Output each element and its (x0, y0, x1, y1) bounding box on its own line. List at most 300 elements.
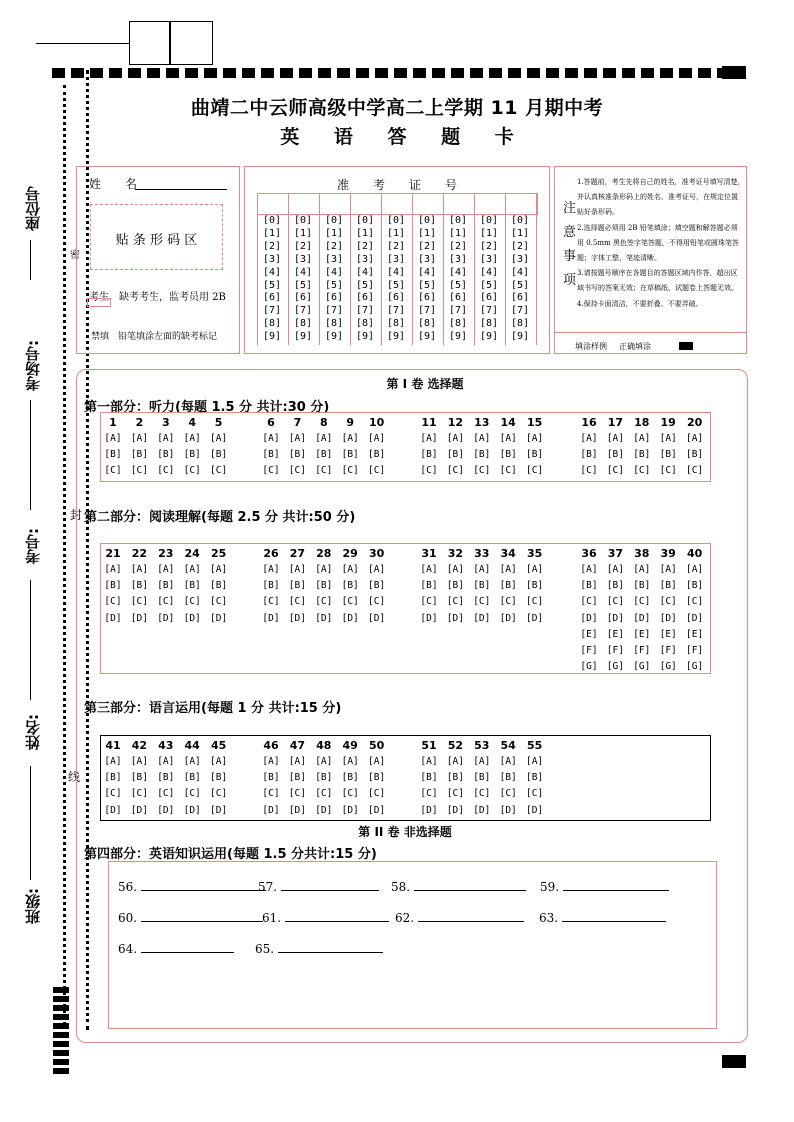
answer-bubble[interactable]: [D] (315, 804, 333, 816)
fill-answer-line[interactable] (414, 878, 526, 891)
id-digit-bubble[interactable]: [2] (324, 240, 344, 252)
answer-bubble[interactable]: [A] (183, 564, 201, 575)
answer-bubble[interactable]: [B] (183, 449, 201, 461)
id-digit-bubble[interactable]: [2] (262, 240, 282, 252)
answer-bubble[interactable]: [B] (606, 580, 624, 592)
answer-bubble[interactable]: [B] (420, 580, 438, 592)
id-digit-bubble[interactable]: [4] (262, 266, 282, 278)
answer-bubble[interactable]: [A] (420, 564, 438, 575)
answer-bubble[interactable]: [A] (473, 756, 491, 767)
id-digit-bubble[interactable]: [5] (324, 279, 344, 291)
id-digit-bubble[interactable]: [7] (386, 305, 406, 317)
answer-bubble[interactable]: [A] (473, 564, 491, 575)
answer-bubble[interactable]: [F] (659, 645, 677, 656)
answer-bubble[interactable]: [A] (183, 756, 201, 767)
answer-bubble[interactable]: [E] (633, 628, 651, 640)
id-digit-bubble[interactable]: [7] (479, 305, 499, 317)
id-digit-bubble[interactable]: [8] (355, 318, 375, 330)
answer-bubble[interactable]: [B] (499, 580, 517, 592)
answer-bubble[interactable]: [A] (446, 756, 464, 767)
answer-bubble[interactable]: [B] (473, 772, 491, 784)
answer-bubble[interactable]: [D] (368, 804, 386, 816)
answer-bubble[interactable]: [B] (633, 580, 651, 592)
answer-bubble[interactable]: [A] (210, 756, 228, 767)
answer-bubble[interactable]: [C] (157, 465, 175, 477)
answer-bubble[interactable]: [D] (210, 612, 228, 624)
answer-bubble[interactable]: [B] (526, 449, 544, 461)
answer-bubble[interactable]: [D] (315, 612, 333, 624)
answer-bubble[interactable]: [C] (473, 788, 491, 800)
answer-bubble[interactable]: [C] (262, 788, 280, 800)
answer-bubble[interactable]: [D] (368, 612, 386, 624)
answer-bubble[interactable]: [G] (580, 661, 598, 673)
answer-bubble[interactable]: [A] (262, 756, 280, 767)
answer-bubble[interactable]: [B] (446, 772, 464, 784)
id-digit-bubble[interactable]: [6] (293, 292, 313, 304)
answer-bubble[interactable]: [B] (130, 449, 148, 461)
answer-bubble[interactable]: [A] (288, 756, 306, 767)
answer-bubble[interactable]: [D] (104, 612, 122, 624)
fill-answer-line[interactable] (141, 909, 263, 922)
answer-bubble[interactable]: [C] (526, 596, 544, 608)
answer-bubble[interactable]: [E] (659, 628, 677, 640)
answer-bubble[interactable]: [C] (633, 596, 651, 608)
answer-bubble[interactable]: [C] (659, 465, 677, 477)
answer-bubble[interactable]: [C] (130, 596, 148, 608)
id-digit-bubble[interactable]: [7] (324, 305, 344, 317)
answer-bubble[interactable]: [C] (262, 596, 280, 608)
answer-bubble[interactable]: [B] (659, 449, 677, 461)
id-digit-bubble[interactable]: [4] (324, 266, 344, 278)
answer-bubble[interactable]: [G] (606, 661, 624, 673)
answer-bubble[interactable]: [A] (580, 433, 598, 444)
answer-bubble[interactable]: [C] (104, 596, 122, 608)
answer-bubble[interactable]: [E] (580, 628, 598, 640)
id-digit-bubble[interactable]: [0] (262, 215, 282, 226)
answer-bubble[interactable]: [A] (315, 564, 333, 575)
id-digit-bubble[interactable]: [1] (510, 227, 530, 239)
answer-bubble[interactable]: [C] (130, 788, 148, 800)
answer-bubble[interactable]: [D] (473, 612, 491, 624)
id-digit-bubble[interactable]: [9] (479, 331, 499, 343)
answer-bubble[interactable]: [C] (686, 465, 704, 477)
answer-bubble[interactable]: [A] (420, 756, 438, 767)
answer-bubble[interactable]: [E] (606, 628, 624, 640)
id-digit-bubble[interactable]: [2] (510, 240, 530, 252)
answer-bubble[interactable]: [A] (262, 564, 280, 575)
answer-bubble[interactable]: [B] (606, 449, 624, 461)
id-digit-bubble[interactable]: [9] (262, 331, 282, 343)
answer-bubble[interactable]: [C] (606, 465, 624, 477)
answer-bubble[interactable]: [D] (262, 804, 280, 816)
id-digit-bubble[interactable]: [4] (448, 266, 468, 278)
answer-bubble[interactable]: [C] (499, 596, 517, 608)
answer-bubble[interactable]: [D] (446, 804, 464, 816)
id-digit-bubble[interactable]: [3] (355, 253, 375, 265)
answer-bubble[interactable]: [B] (420, 772, 438, 784)
id-digit-bubble[interactable]: [0] (293, 215, 313, 226)
answer-bubble[interactable]: [B] (420, 449, 438, 461)
answer-bubble[interactable]: [D] (183, 804, 201, 816)
id-digit-bubble[interactable]: [4] (293, 266, 313, 278)
answer-bubble[interactable]: [B] (686, 580, 704, 592)
fill-answer-line[interactable] (278, 940, 383, 953)
id-digit-bubble[interactable]: [1] (386, 227, 406, 239)
answer-bubble[interactable]: [B] (473, 449, 491, 461)
answer-bubble[interactable]: [C] (262, 465, 280, 477)
answer-bubble[interactable]: [B] (473, 580, 491, 592)
answer-bubble[interactable]: [C] (288, 465, 306, 477)
answer-bubble[interactable]: [C] (210, 788, 228, 800)
answer-bubble[interactable]: [C] (210, 465, 228, 477)
answer-bubble[interactable]: [B] (104, 772, 122, 784)
answer-bubble[interactable]: [A] (446, 433, 464, 444)
id-digit-bubble[interactable]: [5] (510, 279, 530, 291)
fill-answer-line[interactable] (141, 940, 234, 953)
id-digit-bubble[interactable]: [9] (355, 331, 375, 343)
answer-bubble[interactable]: [D] (420, 804, 438, 816)
answer-bubble[interactable]: [B] (368, 449, 386, 461)
id-digit-bubble[interactable]: [6] (417, 292, 437, 304)
answer-bubble[interactable]: [E] (686, 628, 704, 640)
answer-bubble[interactable]: [D] (473, 804, 491, 816)
answer-bubble[interactable]: [A] (157, 433, 175, 444)
answer-bubble[interactable]: [B] (446, 580, 464, 592)
id-digit-bubble[interactable]: [6] (355, 292, 375, 304)
answer-bubble[interactable]: [D] (341, 612, 359, 624)
answer-bubble[interactable]: [A] (606, 564, 624, 575)
id-digit-bubble[interactable]: [0] (386, 215, 406, 226)
answer-bubble[interactable]: [A] (633, 433, 651, 444)
id-digit-bubble[interactable]: [7] (510, 305, 530, 317)
answer-bubble[interactable]: [B] (157, 772, 175, 784)
id-digit-bubble[interactable]: [7] (448, 305, 468, 317)
answer-bubble[interactable]: [A] (368, 564, 386, 575)
answer-bubble[interactable]: [A] (526, 564, 544, 575)
answer-bubble[interactable]: [A] (499, 433, 517, 444)
answer-bubble[interactable]: [F] (686, 645, 704, 656)
answer-bubble[interactable]: [B] (526, 580, 544, 592)
answer-bubble[interactable]: [C] (580, 465, 598, 477)
id-digit-bubble[interactable]: [0] (448, 215, 468, 226)
answer-bubble[interactable]: [A] (130, 756, 148, 767)
answer-bubble[interactable]: [B] (659, 580, 677, 592)
answer-bubble[interactable]: [C] (526, 788, 544, 800)
answer-bubble[interactable]: [C] (157, 788, 175, 800)
answer-bubble[interactable]: [A] (341, 756, 359, 767)
answer-bubble[interactable]: [C] (183, 465, 201, 477)
id-digit-bubble[interactable]: [5] (386, 279, 406, 291)
id-digit-bubble[interactable]: [3] (262, 253, 282, 265)
id-digit-bubble[interactable]: [0] (417, 215, 437, 226)
answer-bubble[interactable]: [A] (210, 433, 228, 444)
id-digit-bubble[interactable]: [6] (479, 292, 499, 304)
fill-answer-line[interactable] (281, 878, 379, 891)
answer-bubble[interactable]: [A] (580, 564, 598, 575)
id-digit-bubble[interactable]: [8] (386, 318, 406, 330)
answer-bubble[interactable]: [B] (633, 449, 651, 461)
id-digit-bubble[interactable]: [4] (386, 266, 406, 278)
id-digit-bubble[interactable]: [0] (479, 215, 499, 226)
answer-bubble[interactable]: [D] (130, 804, 148, 816)
id-digit-bubble[interactable]: [7] (417, 305, 437, 317)
answer-bubble[interactable]: [D] (262, 612, 280, 624)
id-digit-bubble[interactable]: [2] (293, 240, 313, 252)
answer-bubble[interactable]: [B] (288, 449, 306, 461)
id-digit-bubble[interactable]: [1] (293, 227, 313, 239)
answer-bubble[interactable]: [C] (659, 596, 677, 608)
answer-bubble[interactable]: [C] (157, 596, 175, 608)
answer-bubble[interactable]: [C] (473, 465, 491, 477)
answer-bubble[interactable]: [B] (341, 449, 359, 461)
answer-bubble[interactable]: [A] (288, 564, 306, 575)
id-digit-bubble[interactable]: [9] (324, 331, 344, 343)
answer-bubble[interactable]: [C] (606, 596, 624, 608)
answer-bubble[interactable]: [A] (341, 433, 359, 444)
answer-bubble[interactable]: [C] (368, 788, 386, 800)
id-digit-bubble[interactable]: [4] (355, 266, 375, 278)
answer-bubble[interactable]: [D] (659, 612, 677, 624)
id-digit-bubble[interactable]: [8] (417, 318, 437, 330)
id-digit-bubble[interactable]: [0] (510, 215, 530, 226)
answer-bubble[interactable]: [A] (183, 433, 201, 444)
answer-bubble[interactable]: [B] (262, 580, 280, 592)
answer-bubble[interactable]: [A] (659, 433, 677, 444)
id-digit-bubble[interactable]: [2] (417, 240, 437, 252)
answer-bubble[interactable]: [A] (659, 564, 677, 575)
answer-bubble[interactable]: [C] (288, 596, 306, 608)
id-digit-bubble[interactable]: [2] (479, 240, 499, 252)
id-digit-bubble[interactable]: [2] (355, 240, 375, 252)
answer-bubble[interactable]: [A] (368, 433, 386, 444)
id-digit-bubble[interactable]: [7] (262, 305, 282, 317)
answer-bubble[interactable]: [B] (130, 772, 148, 784)
id-digit-bubble[interactable]: [5] (448, 279, 468, 291)
id-digit-bubble[interactable]: [1] (479, 227, 499, 239)
answer-bubble[interactable]: [D] (633, 612, 651, 624)
answer-bubble[interactable]: [B] (315, 772, 333, 784)
answer-bubble[interactable]: [B] (315, 449, 333, 461)
id-digit-bubble[interactable]: [9] (293, 331, 313, 343)
answer-bubble[interactable]: [B] (686, 449, 704, 461)
answer-bubble[interactable]: [D] (183, 612, 201, 624)
answer-bubble[interactable]: [G] (659, 661, 677, 673)
answer-bubble[interactable]: [C] (288, 788, 306, 800)
answer-bubble[interactable]: [D] (130, 612, 148, 624)
answer-bubble[interactable]: [A] (104, 433, 122, 444)
answer-bubble[interactable]: [C] (420, 465, 438, 477)
answer-bubble[interactable]: [C] (446, 788, 464, 800)
id-digit-bubble[interactable]: [3] (386, 253, 406, 265)
id-digit-bubble[interactable]: [6] (510, 292, 530, 304)
answer-bubble[interactable]: [B] (368, 580, 386, 592)
answer-bubble[interactable]: [A] (262, 433, 280, 444)
answer-bubble[interactable]: [D] (499, 804, 517, 816)
answer-bubble[interactable]: [C] (473, 596, 491, 608)
answer-bubble[interactable]: [A] (157, 564, 175, 575)
id-digit-bubble[interactable]: [4] (479, 266, 499, 278)
id-digit-bubble[interactable]: [3] (510, 253, 530, 265)
id-digit-bubble[interactable]: [1] (324, 227, 344, 239)
id-digit-bubble[interactable]: [6] (262, 292, 282, 304)
id-digit-bubble[interactable]: [1] (262, 227, 282, 239)
id-digit-bubble[interactable]: [7] (293, 305, 313, 317)
answer-bubble[interactable]: [F] (606, 645, 624, 656)
id-digit-bubble[interactable]: [3] (293, 253, 313, 265)
answer-bubble[interactable]: [D] (341, 804, 359, 816)
id-digit-bubble[interactable]: [9] (417, 331, 437, 343)
answer-bubble[interactable]: [B] (210, 580, 228, 592)
id-digit-bubble[interactable]: [2] (448, 240, 468, 252)
answer-bubble[interactable]: [A] (526, 756, 544, 767)
fill-answer-line[interactable] (418, 909, 524, 922)
answer-bubble[interactable]: [D] (526, 612, 544, 624)
id-digit-bubble[interactable]: [9] (386, 331, 406, 343)
answer-bubble[interactable]: [C] (341, 465, 359, 477)
answer-bubble[interactable]: [D] (157, 612, 175, 624)
answer-bubble[interactable]: [B] (341, 772, 359, 784)
id-digit-bubble[interactable]: [3] (479, 253, 499, 265)
answer-bubble[interactable]: [A] (104, 564, 122, 575)
answer-bubble[interactable]: [C] (499, 465, 517, 477)
answer-bubble[interactable]: [C] (446, 596, 464, 608)
answer-bubble[interactable]: [C] (368, 596, 386, 608)
answer-bubble[interactable]: [B] (368, 772, 386, 784)
answer-bubble[interactable]: [F] (580, 645, 598, 656)
id-digit-bubble[interactable]: [1] (417, 227, 437, 239)
id-digit-bubble[interactable]: [3] (417, 253, 437, 265)
answer-bubble[interactable]: [A] (104, 756, 122, 767)
answer-bubble[interactable]: [C] (686, 596, 704, 608)
id-digit-bubble[interactable]: [9] (510, 331, 530, 343)
answer-bubble[interactable]: [A] (288, 433, 306, 444)
answer-bubble[interactable]: [A] (606, 433, 624, 444)
id-digit-bubble[interactable]: [8] (479, 318, 499, 330)
answer-bubble[interactable]: [A] (499, 756, 517, 767)
answer-bubble[interactable]: [A] (341, 564, 359, 575)
answer-bubble[interactable]: [D] (446, 612, 464, 624)
fill-answer-line[interactable] (563, 878, 669, 891)
id-digit-bubble[interactable]: [4] (510, 266, 530, 278)
id-digit-bubble[interactable]: [7] (355, 305, 375, 317)
id-digit-bubble[interactable]: [5] (479, 279, 499, 291)
id-digit-bubble[interactable]: [3] (448, 253, 468, 265)
answer-bubble[interactable]: [C] (315, 788, 333, 800)
fill-answer-line[interactable] (562, 909, 666, 922)
answer-bubble[interactable]: [B] (288, 580, 306, 592)
absent-checkbox[interactable] (87, 298, 111, 307)
answer-bubble[interactable]: [C] (580, 596, 598, 608)
answer-bubble[interactable]: [B] (580, 580, 598, 592)
answer-bubble[interactable]: [B] (580, 449, 598, 461)
answer-bubble[interactable]: [A] (446, 564, 464, 575)
answer-bubble[interactable]: [A] (526, 433, 544, 444)
id-digit-bubble[interactable]: [8] (262, 318, 282, 330)
id-digit-bubble[interactable]: [3] (324, 253, 344, 265)
answer-bubble[interactable]: [D] (606, 612, 624, 624)
id-digit-bubble[interactable]: [8] (324, 318, 344, 330)
answer-bubble[interactable]: [A] (210, 564, 228, 575)
answer-bubble[interactable]: [A] (315, 756, 333, 767)
answer-bubble[interactable]: [A] (686, 433, 704, 444)
answer-bubble[interactable]: [B] (210, 449, 228, 461)
answer-bubble[interactable]: [B] (315, 580, 333, 592)
answer-bubble[interactable]: [A] (157, 756, 175, 767)
answer-bubble[interactable]: [C] (368, 465, 386, 477)
answer-bubble[interactable]: [B] (183, 772, 201, 784)
id-digit-bubble[interactable]: [5] (262, 279, 282, 291)
answer-bubble[interactable]: [A] (368, 756, 386, 767)
answer-bubble[interactable]: [A] (633, 564, 651, 575)
id-digit-bubble[interactable]: [0] (324, 215, 344, 226)
answer-bubble[interactable]: [C] (341, 596, 359, 608)
answer-bubble[interactable]: [B] (104, 449, 122, 461)
answer-bubble[interactable]: [C] (633, 465, 651, 477)
answer-bubble[interactable]: [B] (262, 772, 280, 784)
answer-bubble[interactable]: [D] (580, 612, 598, 624)
answer-bubble[interactable]: [B] (446, 449, 464, 461)
id-digit-bubble[interactable]: [8] (510, 318, 530, 330)
answer-bubble[interactable]: [B] (288, 772, 306, 784)
answer-bubble[interactable]: [A] (315, 433, 333, 444)
answer-bubble[interactable]: [C] (183, 596, 201, 608)
id-digit-bubble[interactable]: [4] (417, 266, 437, 278)
answer-bubble[interactable]: [B] (157, 449, 175, 461)
id-digit-bubble[interactable]: [8] (448, 318, 468, 330)
answer-bubble[interactable]: [B] (262, 449, 280, 461)
id-digit-bubble[interactable]: [6] (324, 292, 344, 304)
answer-bubble[interactable]: [D] (210, 804, 228, 816)
id-digit-bubble[interactable]: [5] (355, 279, 375, 291)
answer-bubble[interactable]: [B] (526, 772, 544, 784)
id-digit-bubble[interactable]: [8] (293, 318, 313, 330)
answer-bubble[interactable]: [C] (130, 465, 148, 477)
fill-answer-line[interactable] (141, 878, 266, 891)
answer-bubble[interactable]: [C] (420, 596, 438, 608)
answer-bubble[interactable]: [C] (210, 596, 228, 608)
answer-bubble[interactable]: [C] (446, 465, 464, 477)
id-digit-bubble[interactable]: [5] (293, 279, 313, 291)
answer-bubble[interactable]: [A] (473, 433, 491, 444)
answer-bubble[interactable]: [C] (104, 788, 122, 800)
answer-bubble[interactable]: [C] (104, 465, 122, 477)
answer-bubble[interactable]: [B] (104, 580, 122, 592)
answer-bubble[interactable]: [B] (499, 772, 517, 784)
answer-bubble[interactable]: [C] (183, 788, 201, 800)
answer-bubble[interactable]: [G] (633, 661, 651, 673)
answer-bubble[interactable]: [D] (288, 804, 306, 816)
answer-bubble[interactable]: [C] (341, 788, 359, 800)
answer-bubble[interactable]: [B] (499, 449, 517, 461)
answer-bubble[interactable]: [C] (420, 788, 438, 800)
answer-bubble[interactable]: [A] (130, 433, 148, 444)
answer-bubble[interactable]: [B] (341, 580, 359, 592)
answer-bubble[interactable]: [D] (526, 804, 544, 816)
fill-answer-line[interactable] (285, 909, 389, 922)
id-digit-bubble[interactable]: [0] (355, 215, 375, 226)
answer-bubble[interactable]: [A] (130, 564, 148, 575)
id-digit-bubble[interactable]: [2] (386, 240, 406, 252)
id-digit-bubble[interactable]: [6] (386, 292, 406, 304)
id-digit-bubble[interactable]: [5] (417, 279, 437, 291)
answer-bubble[interactable]: [A] (499, 564, 517, 575)
answer-bubble[interactable]: [D] (686, 612, 704, 624)
id-digit-bubble[interactable]: [6] (448, 292, 468, 304)
answer-bubble[interactable]: [B] (210, 772, 228, 784)
answer-bubble[interactable]: [B] (183, 580, 201, 592)
id-digit-bubble[interactable]: [1] (448, 227, 468, 239)
answer-bubble[interactable]: [C] (315, 596, 333, 608)
